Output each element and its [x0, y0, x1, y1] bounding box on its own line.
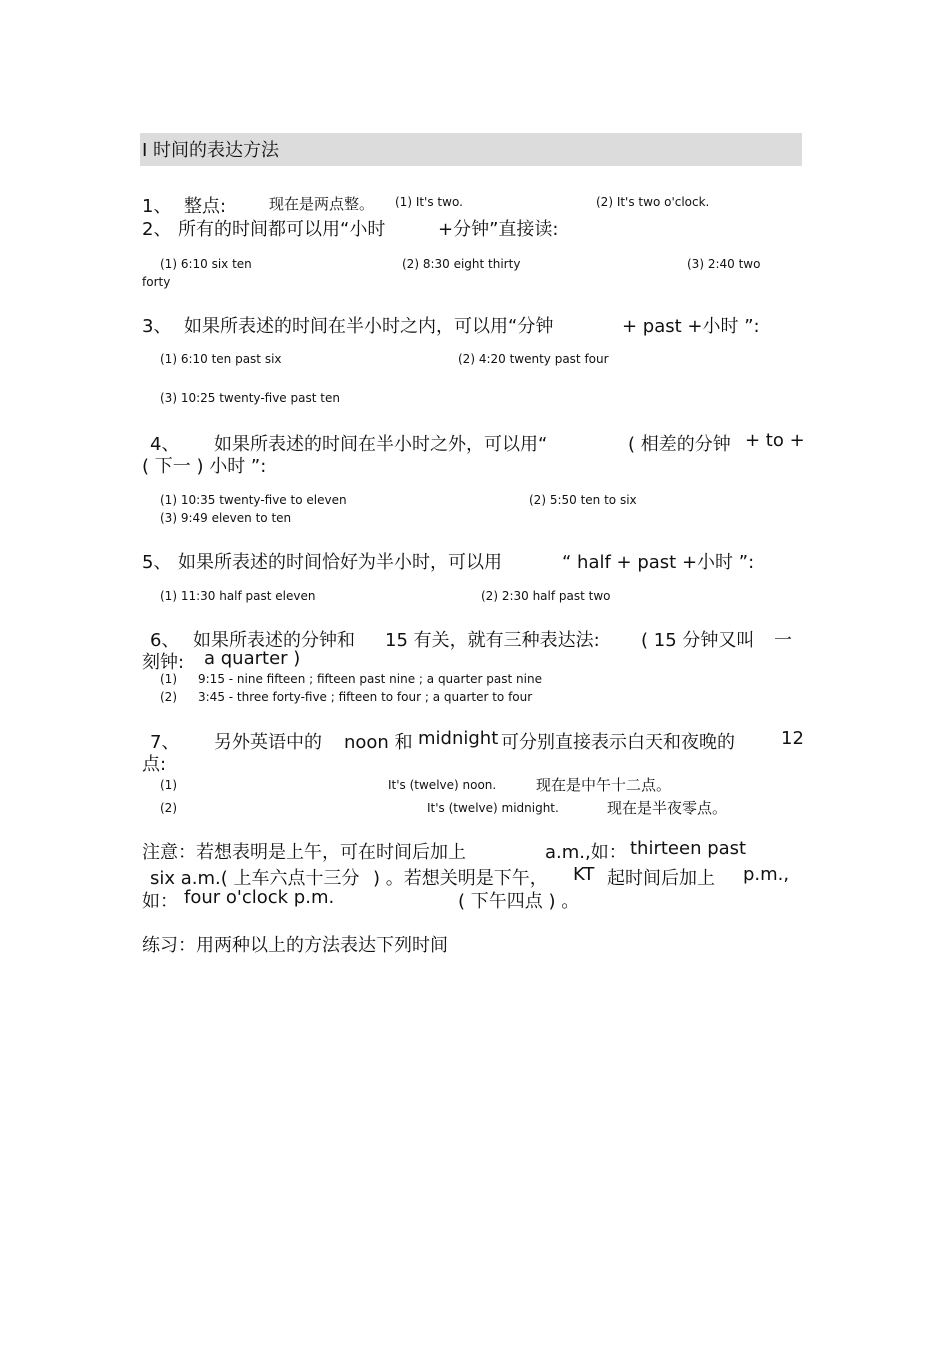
practice-heading: 练习：用两种以上的方法表达下列时间 [142, 935, 448, 956]
note-f: KT [573, 864, 595, 885]
s6-text-e: 刻钟: [142, 652, 185, 673]
s6-text-b: 15 有关，就有三种表达法: [385, 630, 600, 651]
s1-num: 1、 [142, 196, 172, 217]
note-j: four o'clock p.m. [184, 887, 335, 908]
s7-text-a: 另外英语中的 [214, 732, 322, 753]
s4-ex3: (3) 9:49 eleven to ten [160, 511, 292, 525]
s2-ex3b: forty [142, 275, 171, 289]
s7-num: 7、 [150, 732, 180, 753]
s3-ex2: (2) 4:20 twenty past four [458, 352, 609, 366]
s7-ex1: It's (twelve) noon. [388, 778, 497, 792]
s6-ex1-num: (1) [160, 672, 177, 686]
s4-text-d: ( 下一 ) 小时 ”: [142, 456, 267, 477]
s1-label: 整点: [184, 196, 227, 217]
s7-ex1-num: (1) [160, 778, 177, 792]
s3-num: 3、 [142, 316, 172, 337]
s2-text-b: +分钟”直接读: [438, 219, 559, 240]
page-title: I 时间的表达方法 [142, 140, 280, 161]
s7-ex2: It's (twelve) midnight. [427, 801, 559, 815]
s2-ex3a: (3) 2:40 two [687, 257, 761, 271]
s4-ex2: (2) 5:50 ten to six [529, 493, 637, 507]
s5-text-b: “ half + past +小时 ”: [562, 552, 755, 573]
s7-text-f: 点: [142, 754, 167, 775]
note-h: p.m., [743, 864, 790, 885]
s2-text-a: 所有的时间都可以用“小时 [178, 219, 386, 240]
note-a: 注意：若想表明是上午，可在时间后加上 [142, 842, 466, 863]
s4-text-c: + to + [745, 430, 805, 451]
s5-num: 5、 [142, 552, 172, 573]
note-i: 如： [142, 891, 178, 912]
s7-text-c: midnight [418, 728, 499, 749]
s2-ex1: (1) 6:10 six ten [160, 257, 252, 271]
s3-ex1: (1) 6:10 ten past six [160, 352, 282, 366]
s7-ex2-cn: 现在是半夜零点。 [607, 799, 728, 817]
s1-cn: 现在是两点整。 [269, 195, 375, 213]
s6-ex1: 9:15 - nine fifteen ; fifteen past nine ; a quarter past nine [198, 672, 542, 686]
s5-text-a: 如果所表述的时间恰好为半小时，可以用 [178, 552, 502, 573]
note-e: ) 。若想关明是下午， [373, 868, 548, 889]
s6-ex2-num: (2) [160, 690, 177, 704]
s7-ex2-num: (2) [160, 801, 177, 815]
s3-ex3: (3) 10:25 twenty-five past ten [160, 391, 340, 405]
s3-text-a: 如果所表述的时间在半小时之内，可以用“分钟 [184, 316, 554, 337]
s6-text-a: 如果所表述的分钟和 [193, 630, 355, 651]
s4-ex1: (1) 10:35 twenty-five to eleven [160, 493, 347, 507]
note-g: 起时间后加上 [607, 868, 715, 889]
s7-text-b: noon 和 [344, 732, 413, 753]
s1-ex1: (1) It's two. [395, 195, 463, 209]
s6-ex2: 3:45 - three forty-five ; fifteen to four ; a quarter to four [198, 690, 533, 704]
s7-ex1-cn: 现在是中午十二点。 [536, 776, 672, 794]
s6-text-d: 一 [774, 630, 792, 651]
s5-ex2: (2) 2:30 half past two [481, 589, 611, 603]
s6-text-c: ( 15 分钟又叫 [641, 630, 755, 651]
note-k: ( 下午四点 ) 。 [458, 891, 580, 912]
s4-text-a: 如果所表述的时间在半小时之外，可以用“ [214, 434, 548, 455]
s4-num: 4、 [150, 434, 180, 455]
s5-ex1: (1) 11:30 half past eleven [160, 589, 316, 603]
s7-text-e: 12 [781, 728, 804, 749]
s4-text-b: ( 相差的分钟 [628, 434, 731, 455]
s3-text-b: + past +小时 ”: [622, 316, 760, 337]
note-d: six a.m.( 上车六点十三分 [150, 868, 360, 889]
s6-text-f: a quarter ) [204, 648, 301, 669]
s7-text-d: 可分别直接表示白天和夜晚的 [501, 732, 735, 753]
s2-ex2: (2) 8:30 eight thirty [402, 257, 521, 271]
note-b: a.m.,如： [545, 842, 627, 863]
note-c: thirteen past [630, 838, 747, 859]
s2-num: 2、 [142, 219, 172, 240]
s1-ex2: (2) It's two o'clock. [596, 195, 710, 209]
s6-num: 6、 [150, 630, 180, 651]
